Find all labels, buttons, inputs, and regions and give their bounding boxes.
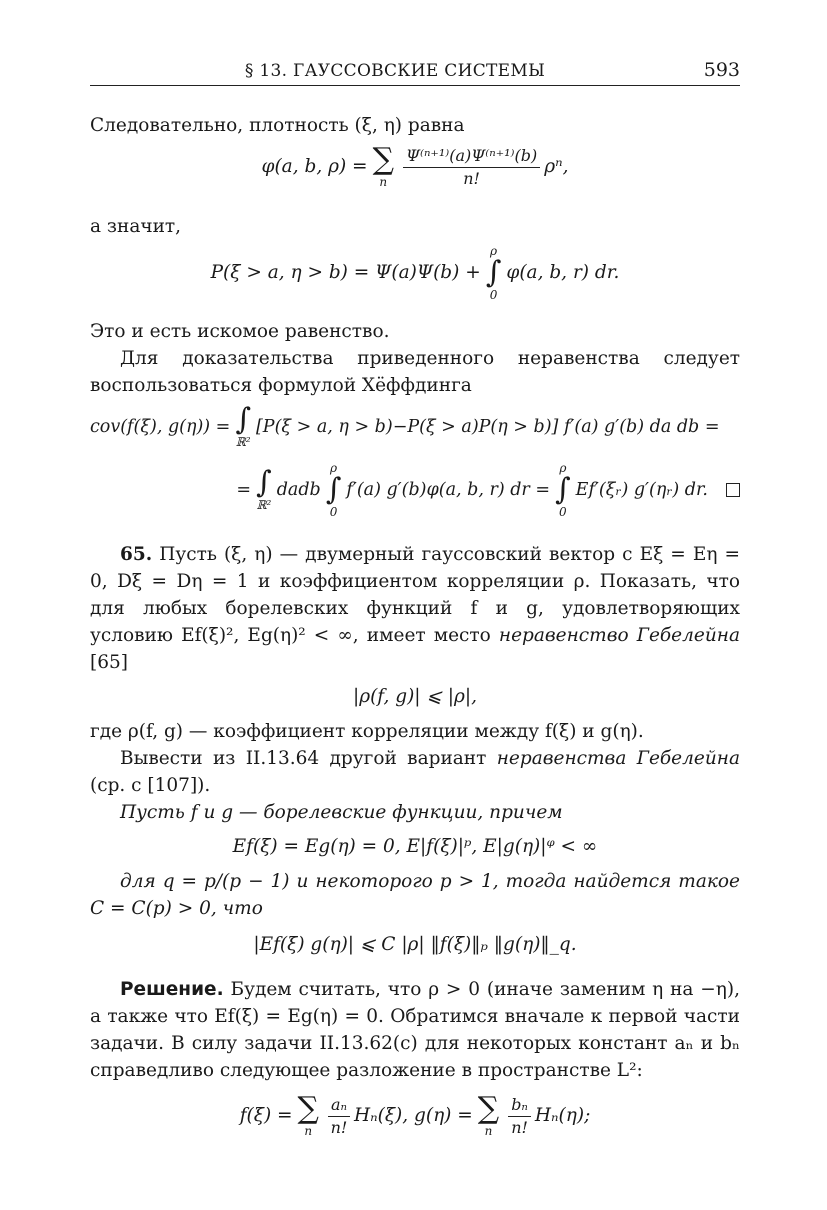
integral-r2-symbol-2: ∫ ℝ²: [256, 465, 272, 512]
sum-symbol-2: ∑ n: [297, 1091, 319, 1138]
eq8-tail: Hₙ(η);: [534, 1105, 591, 1126]
equation-1: [90, 142, 740, 207]
equation-3: [90, 402, 740, 455]
eq1-fraction: $\frac{\text{Ψ⁽ⁿ⁺¹⁾(a)Ψ⁽ⁿ⁺¹⁾(b)}}{n!}$: [403, 147, 540, 188]
problem-65-text: Пусть (ξ, η) — двумерный гауссовский вектор с Eξ = Eη = 0, Dξ = Dη = 1 и коэффициентом корреляции ρ. Показать, что для любых борелевских функций f и g, удовлетворяющих условию Ef(ξ)², Eg(η)² < ∞, имеет место: [90, 544, 740, 646]
eq2-tail: φ(a, b, r) dr.: [506, 262, 620, 283]
paragraph-9: для q = p/(p − 1) и некоторого p > 1, тогда найдется такое C = C(p) > 0, что: [90, 871, 740, 919]
page-number: 593: [703, 59, 740, 81]
problem-number: 65.: [120, 544, 153, 565]
paragraph-3: Это и есть искомое равенство.: [90, 321, 390, 342]
equation-6: Ef(ξ) = Eg(η) = 0, E|f(ξ)|ᵖ, E|g(η)|ᵠ < ∞: [232, 836, 598, 857]
eq4-dadb: dadb: [276, 480, 321, 500]
equation-2: [90, 244, 740, 314]
equation-5: |ρ(f, g)| ⩽ |ρ|,: [352, 686, 478, 707]
eq4-equals: =: [236, 480, 252, 500]
integral-symbol: ρ ∫ 0: [485, 244, 502, 302]
equation-7: |Ef(ξ) g(η)| ⩽ C |ρ| ‖f(ξ)‖ₚ ‖g(η)‖_q.: [253, 934, 577, 955]
running-header: [90, 55, 740, 86]
problem-65-term: неравенство Гебелейна: [498, 625, 740, 646]
sum-symbol: ∑ n: [372, 142, 394, 189]
equation-8: [90, 1091, 740, 1154]
paragraph-2: а значит,: [90, 216, 182, 237]
section-title: § 13. ГАУССОВСКИЕ СИСТЕМЫ: [244, 61, 546, 81]
eq4-middle: f′(a) g′(b)φ(a, b, r) dr =: [346, 480, 551, 500]
page: [90, 55, 740, 1154]
eq1-lhs: φ(a, b, ρ) =: [261, 156, 368, 177]
paragraph-1: Следовательно, плотность (ξ, η) равна: [90, 115, 465, 136]
paragraph-6: где ρ(f, g) — коэффициент корреляции между f(ξ) и g(η).: [90, 721, 644, 742]
solution-label: Решение.: [120, 979, 224, 1000]
eq3-tail: [P(ξ > a, η > b)−P(ξ > a)P(η > b)] f′(a) g′(b) da db =: [255, 417, 720, 437]
integral-symbol-2: ρ ∫ 0: [325, 461, 342, 519]
paragraph-8: Пусть f и g — борелевские функции, причем: [120, 802, 563, 823]
eq8-fraction-2: $\frac{\text{bₙ}}{n!}$: [508, 1096, 531, 1137]
qed-square-icon: [726, 483, 740, 497]
paragraph-4: Для доказательства приведенного неравенства следует воспользоваться формулой Хёффдинга: [90, 348, 740, 396]
eq4-tail: Ef′(ξᵣ) g′(ηᵣ) dr.: [575, 480, 708, 500]
eq8-fraction-1: $\frac{\text{aₙ}}{n!}$: [328, 1096, 350, 1137]
integral-symbol-3: ρ ∫ 0: [555, 461, 571, 519]
solution-text: Будем считать, что ρ > 0 (иначе заменим η на −η), а также что Ef(ξ) = Eg(η) = 0. Обратимся вначале к первой части задачи. В силу задачи II.13.62(c) для некоторых констант aₙ и bₙ справедливо следующее разложение в пространстве L²:: [90, 979, 740, 1081]
sum-symbol-3: ∑ n: [477, 1091, 500, 1138]
problem-65: [90, 541, 740, 676]
eq3-lhs: cov(f(ξ), g(η)) =: [90, 417, 231, 437]
problem-65-ref: [65]: [90, 652, 128, 673]
equation-4: [90, 461, 740, 529]
integral-r2-symbol: ∫ ℝ²: [235, 402, 251, 449]
paragraph-7: Вывести из II.13.64 другой вариант неравенства Гебелейна (ср. с [107]).: [90, 748, 740, 796]
solution-paragraph: [90, 976, 740, 1084]
eq8-f: f(ξ) =: [239, 1105, 293, 1126]
eq8-middle: Hₙ(ξ), g(η) =: [354, 1105, 473, 1126]
eq2-lhs: P(ξ > a, η > b) = Ψ(a)Ψ(b) +: [210, 262, 481, 283]
eq1-tail: ρⁿ,: [544, 156, 569, 177]
